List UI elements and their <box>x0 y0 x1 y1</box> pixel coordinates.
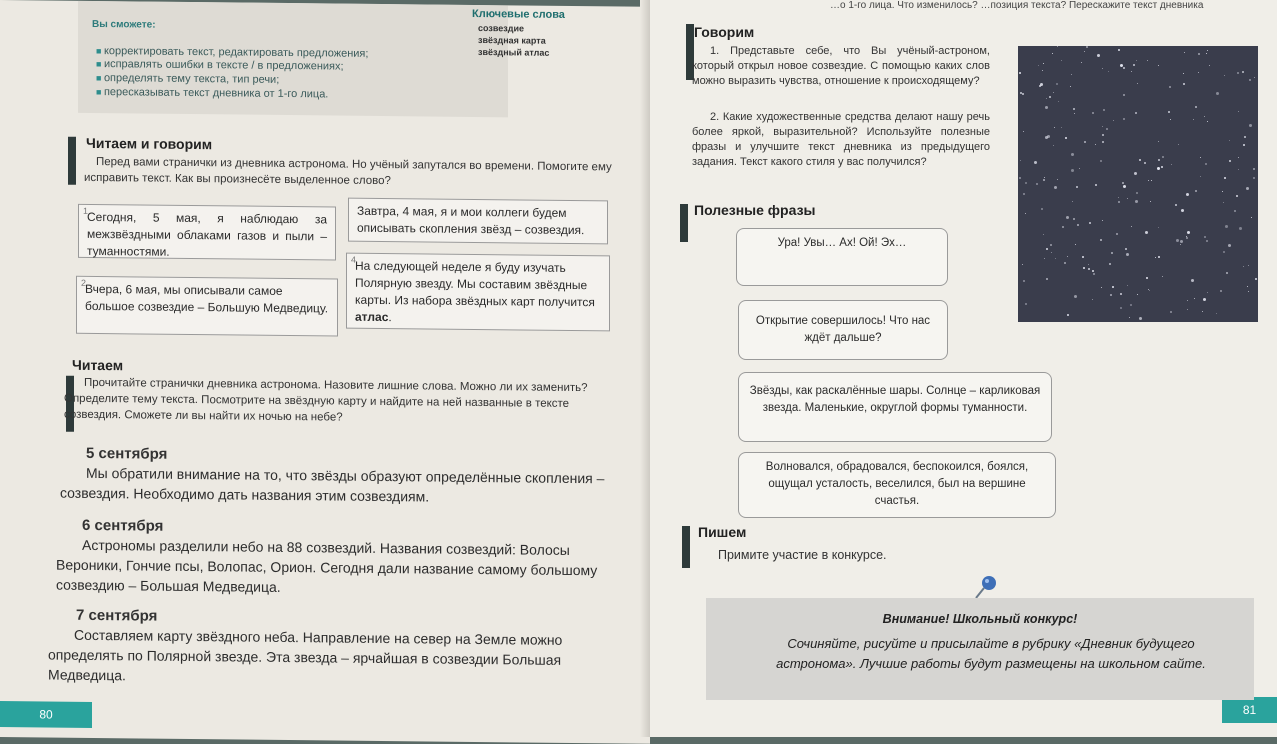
star <box>1101 287 1102 288</box>
keyword: созвездие <box>478 23 525 34</box>
star <box>1103 109 1105 111</box>
section-bar <box>680 204 688 242</box>
star <box>1155 257 1156 258</box>
star <box>1206 240 1208 242</box>
star <box>1157 167 1160 170</box>
star <box>1086 46 1088 48</box>
star <box>1020 160 1021 161</box>
star <box>1072 201 1073 202</box>
star <box>1171 164 1172 165</box>
star <box>1046 278 1048 280</box>
star <box>1198 53 1200 55</box>
star <box>1135 112 1137 114</box>
star <box>1146 277 1148 279</box>
star <box>1118 49 1120 51</box>
star <box>1023 131 1024 132</box>
star <box>1234 210 1236 212</box>
star <box>1239 227 1242 230</box>
skill-item: ■ исправлять ошибки в тексте / в предложениях; <box>96 58 344 73</box>
skill-item: ■ определять тему текста, тип речи; <box>96 72 279 86</box>
star <box>1183 73 1184 74</box>
star <box>1122 182 1124 184</box>
star <box>1238 157 1239 158</box>
section-task: Примите участие в конкурсе. <box>718 548 887 562</box>
star <box>1176 239 1179 242</box>
star <box>1229 140 1230 141</box>
star <box>1246 187 1249 190</box>
star <box>1092 270 1094 272</box>
card-text: Завтра, 4 мая, я и мои коллеги будем описывать скопления звёзд – созвездия. <box>357 203 585 238</box>
star <box>1238 111 1239 112</box>
star <box>1067 314 1069 316</box>
diary-entry: Мы обратили внимание на то, что звёзды образуют определённые скопления – созвездия. Необходимо дать названия этим созвездиям. <box>60 464 605 505</box>
diary-date: 6 сентября <box>82 516 164 535</box>
star <box>1186 237 1188 239</box>
section-task: 2. Какие художественные средства делают нашу речь более яркой, выразительной? Используйте полезные фразы и улучшите текст дневника из предыдущего задания. Текст какого стиля у вас получился? <box>692 111 990 168</box>
star <box>1180 244 1181 245</box>
skill-item: ■ пересказывать текст дневника от 1-го лица. <box>96 86 328 100</box>
star <box>1102 220 1103 221</box>
star <box>1133 64 1135 66</box>
star <box>1158 227 1159 228</box>
star <box>1206 53 1207 54</box>
star <box>1130 304 1132 306</box>
keyword: звёздная карта <box>478 35 546 46</box>
star <box>1034 161 1037 164</box>
star <box>1111 252 1113 254</box>
star <box>1046 98 1047 99</box>
star <box>1187 309 1188 310</box>
star <box>1207 50 1208 51</box>
star <box>1074 295 1077 298</box>
star <box>1145 231 1148 234</box>
star <box>1070 86 1071 87</box>
star <box>1136 192 1138 194</box>
star <box>1127 198 1128 199</box>
star <box>1112 286 1114 288</box>
star <box>1238 169 1239 170</box>
star <box>1071 153 1074 156</box>
star <box>1120 293 1122 295</box>
star <box>1040 83 1043 86</box>
star <box>1077 224 1079 226</box>
keyword: звёздный атлас <box>478 47 550 58</box>
star <box>1170 311 1172 313</box>
star <box>1088 268 1090 270</box>
star <box>1073 218 1075 220</box>
star <box>1073 108 1075 110</box>
star <box>1062 226 1064 228</box>
star <box>1042 70 1043 71</box>
star <box>1041 208 1043 210</box>
star <box>1158 256 1160 258</box>
star <box>1161 166 1163 168</box>
star <box>1198 72 1199 73</box>
star <box>1123 67 1125 69</box>
section-task: Прочитайте странички дневника астронома. Назовите лишние слова. Можно ли их заменить? Определите тему текста. Посмотрите на звёздную карту и найдите на ней названные в тексте созвездия. Сможете ли вы найти их ночью на небе? <box>64 376 588 424</box>
keywords-title: Ключевые слова <box>472 7 565 21</box>
star <box>1113 120 1114 121</box>
star <box>1136 60 1137 61</box>
star <box>1168 111 1170 113</box>
star <box>1186 193 1189 196</box>
star <box>1147 60 1148 61</box>
star <box>1228 244 1231 247</box>
star <box>1082 256 1084 258</box>
star <box>1043 179 1045 181</box>
star <box>1139 159 1141 161</box>
star <box>1100 160 1102 162</box>
star <box>1191 279 1194 282</box>
star <box>1187 231 1190 234</box>
star <box>1118 197 1119 198</box>
contest-box <box>706 598 1254 700</box>
diary-entry: Астрономы разделили небо на 88 созвездий. Названия созвездий: Волосы Вероники, Гончие псы, Волопас, Орион. Сегодня дали название самому большому созвездию – Большая Медведица. <box>56 536 598 595</box>
star <box>1195 190 1197 192</box>
star <box>1162 156 1164 158</box>
star <box>1151 180 1152 181</box>
section-heading: Говорим <box>694 24 755 40</box>
star <box>1220 290 1222 292</box>
star <box>1102 126 1103 127</box>
diary-card-4 <box>346 253 610 332</box>
star <box>1116 233 1118 235</box>
diary-date: 7 сентября <box>76 606 158 625</box>
star <box>1243 266 1244 267</box>
diary-card-3 <box>348 198 608 245</box>
star <box>1181 209 1184 212</box>
star <box>1044 177 1045 178</box>
diary-card-1 <box>78 204 336 261</box>
star <box>1126 253 1129 256</box>
page-number: 81 <box>1222 697 1277 723</box>
star <box>1108 71 1109 72</box>
card-number: 4 <box>351 254 357 265</box>
star <box>1254 77 1255 78</box>
star <box>1054 186 1057 189</box>
star <box>1083 267 1085 269</box>
star <box>1055 258 1056 259</box>
section-task: Перед вами странички из дневника астронома. Но учёный запутался во времени. Помогите ему исправить текст. Как вы произнесёте выделенное слово? <box>84 156 612 188</box>
star <box>1169 86 1171 88</box>
section-bar <box>682 526 690 568</box>
star <box>1148 180 1149 181</box>
star <box>1025 182 1027 184</box>
star <box>1079 168 1080 169</box>
phrase-card: Звёзды, как раскалённые шары. Солнце – карликовая звезда. Маленькие, округлой формы туманности. <box>738 372 1052 442</box>
star <box>1158 159 1160 161</box>
star <box>1084 51 1085 52</box>
card-text: Сегодня, 5 мая, я наблюдаю за межзвёздными облаками газов и пыли – туманностями. <box>87 209 327 259</box>
star <box>1089 222 1091 224</box>
star <box>1236 195 1238 197</box>
page-number: 80 <box>0 701 92 728</box>
star <box>1207 292 1208 293</box>
star <box>1025 213 1026 214</box>
star <box>1222 191 1223 192</box>
star <box>1022 93 1024 95</box>
star <box>1253 177 1255 179</box>
star <box>1253 168 1255 170</box>
star <box>1092 299 1093 300</box>
star <box>1249 124 1252 127</box>
star <box>1071 169 1074 172</box>
star <box>1243 144 1245 146</box>
top-line: …о 1-го лица. Что изменилось? …позиция текста? Перескажите текст дневника <box>830 0 1204 11</box>
star <box>1158 65 1159 66</box>
diary-entry: Составляем карту звёздного неба. Направление на север на Земле можно определять по Полярной звезде. Эта звезда – ярчайшая в созвездии Большая Медведица. <box>48 626 563 684</box>
star <box>1255 278 1257 280</box>
section-heading: Читаем и говорим <box>86 134 213 153</box>
star <box>1137 83 1138 84</box>
star <box>1200 157 1201 158</box>
star <box>1127 285 1128 286</box>
star <box>1019 177 1021 179</box>
star <box>1195 106 1197 108</box>
section-task: 1. Представьте себе, что Вы учёный-астроном, который открыл новое созвездие. С помощью каких слов можно выразить чувства, отношение к происходящему? <box>692 45 990 87</box>
star <box>1023 193 1025 195</box>
star <box>1058 101 1059 102</box>
star <box>1051 252 1052 253</box>
star <box>1144 162 1146 164</box>
star <box>1049 96 1051 98</box>
star <box>1183 83 1185 85</box>
star <box>1137 294 1138 295</box>
star <box>1057 46 1058 47</box>
star <box>1244 136 1246 138</box>
skills-title: Вы сможете: <box>92 18 156 31</box>
star <box>1075 244 1076 245</box>
card-text-tail: . <box>388 310 392 325</box>
star <box>1193 119 1194 120</box>
star <box>1224 75 1225 76</box>
star <box>1054 127 1055 128</box>
star <box>1204 116 1205 117</box>
star <box>1131 71 1132 72</box>
star <box>1207 121 1208 122</box>
star <box>1237 72 1239 74</box>
star <box>1057 179 1058 180</box>
star <box>1052 53 1053 54</box>
diary-card-2 <box>76 276 338 337</box>
star <box>1123 118 1125 120</box>
star <box>1150 201 1151 202</box>
star <box>1200 176 1201 177</box>
star <box>1102 68 1103 69</box>
star <box>1118 201 1120 203</box>
star <box>1251 217 1252 218</box>
card-text: На следующей неделе я буду изучать Полярную звезду. Мы составим звёздные карты. Из набора звёздных карт получится <box>355 258 595 310</box>
star <box>1203 298 1206 301</box>
star <box>1216 92 1219 95</box>
star <box>1186 236 1187 237</box>
star <box>1178 144 1179 145</box>
phrase-card: Ура! Увы… Ах! Ой! Эх… <box>736 228 948 286</box>
star <box>1204 236 1206 238</box>
star <box>1226 272 1228 274</box>
skill-item: ■ корректировать текст, редактировать предложения; <box>96 45 368 60</box>
star <box>1100 239 1102 241</box>
star <box>1022 264 1023 265</box>
star <box>1180 240 1183 243</box>
star <box>1076 186 1078 188</box>
star <box>1229 160 1231 162</box>
star <box>1209 65 1210 66</box>
star <box>1248 291 1249 292</box>
star <box>1093 273 1095 275</box>
star <box>1084 141 1086 143</box>
star <box>1102 141 1104 143</box>
star <box>1102 134 1104 136</box>
star <box>1134 172 1137 175</box>
card-number: 2 <box>81 277 87 288</box>
star <box>1225 225 1228 228</box>
star <box>1135 200 1138 203</box>
star <box>1187 300 1188 301</box>
star <box>1194 298 1195 299</box>
star <box>1053 145 1054 146</box>
star <box>1088 264 1089 265</box>
star <box>1139 317 1142 320</box>
star <box>1216 313 1217 314</box>
star <box>1066 216 1069 219</box>
section-heading: Читаем <box>72 356 124 374</box>
star <box>1046 248 1048 250</box>
star <box>1158 141 1159 142</box>
star <box>1109 263 1111 265</box>
star <box>1175 204 1177 206</box>
star <box>1202 311 1203 312</box>
star <box>1249 79 1251 81</box>
star <box>1053 92 1054 93</box>
star <box>1023 280 1025 282</box>
star <box>1125 248 1127 250</box>
star <box>1045 136 1048 139</box>
star <box>1061 127 1062 128</box>
star <box>1162 276 1163 277</box>
star <box>1129 317 1130 318</box>
star <box>1095 144 1096 145</box>
star <box>1224 177 1226 179</box>
star <box>1123 94 1125 96</box>
star <box>1043 63 1044 64</box>
star <box>1097 54 1100 57</box>
star <box>1092 112 1094 114</box>
card-number: 1 <box>83 205 89 216</box>
star <box>1131 226 1132 227</box>
star <box>1223 202 1224 203</box>
star <box>1064 262 1066 264</box>
starry-sky-photo <box>1018 46 1258 322</box>
star <box>1074 113 1075 114</box>
star <box>1025 303 1027 305</box>
contest-text: Сочиняйте, рисуйте и присылайте в рубрику «Дневник будущего астронома». Лучшие работы будут размещены на школьном сайте. <box>776 636 1206 671</box>
star <box>1123 185 1126 188</box>
section-heading: Пишем <box>698 524 747 540</box>
star <box>1036 183 1038 185</box>
star <box>1043 234 1044 235</box>
star <box>1110 294 1112 296</box>
star <box>1019 72 1021 74</box>
star <box>1247 286 1248 287</box>
star <box>1248 265 1249 266</box>
star <box>1065 137 1067 139</box>
star <box>1106 128 1108 130</box>
phrase-card: Открытие совершилось! Что нас ждёт дальше? <box>738 300 948 360</box>
star <box>1038 65 1039 66</box>
diary-date: 5 сентября <box>86 444 168 463</box>
star <box>1081 62 1082 63</box>
highlighted-word: атлас <box>355 309 389 325</box>
star <box>1205 163 1207 165</box>
contest-title: Внимание! Школьный конкурс! <box>882 612 1078 626</box>
star <box>1095 184 1097 186</box>
star <box>1071 74 1072 75</box>
star <box>1056 83 1058 85</box>
star <box>1242 71 1244 73</box>
phrase-card: Волновался, обрадовался, беспокоился, боялся, ощущал усталость, веселился, был на вершине счастья. <box>738 452 1056 518</box>
star <box>1067 256 1068 257</box>
phrases-heading: Полезные фразы <box>694 202 816 218</box>
card-text: Вчера, 6 мая, мы описывали самое большое созвездие – Большую Медведицу. <box>85 281 329 316</box>
star <box>1050 244 1052 246</box>
star <box>1184 52 1185 53</box>
star <box>1061 60 1062 61</box>
star <box>1044 258 1045 259</box>
star <box>1223 251 1225 253</box>
star <box>1120 307 1122 309</box>
star <box>1045 106 1048 109</box>
section-bar <box>68 137 76 185</box>
star <box>1170 119 1171 120</box>
